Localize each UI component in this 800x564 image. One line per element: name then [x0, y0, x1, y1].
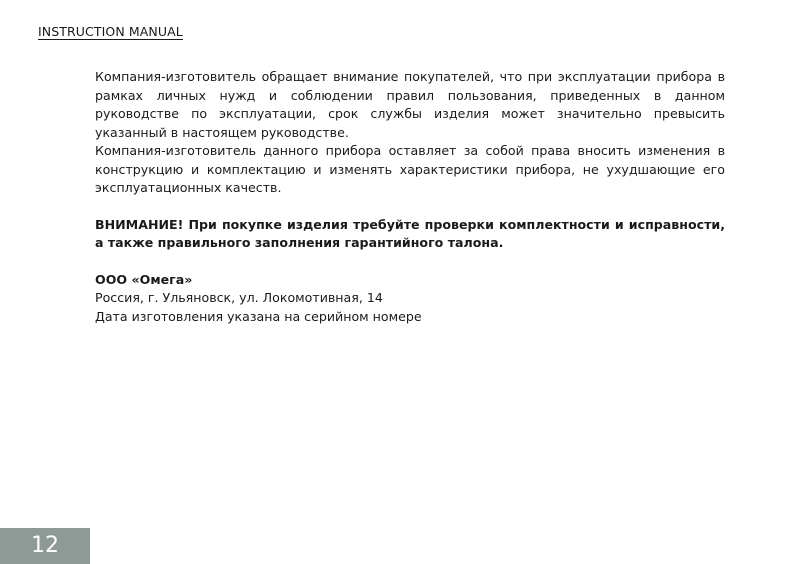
- manual-header-title: INSTRUCTION MANUAL: [38, 24, 183, 39]
- page-number-box: [0, 528, 90, 564]
- paragraph-design-changes: Компания-изготовитель данного прибора оставляет за собой права вносить изменения в конструкцию и комплектацию и изменять характеристики прибора, не ухудшающие его эксплуатационных качеств.: [95, 143, 725, 195]
- company-name: ООО «Омега»: [95, 271, 193, 287]
- manufacture-date-note: Дата изготовления указана на серийном номере: [95, 308, 422, 324]
- main-content: [95, 68, 725, 326]
- company-address: Россия, г. Ульяновск, ул. Локомотивная, 14: [95, 290, 383, 305]
- paragraph-service-life: Компания-изготовитель обращает внимание покупателей, что при эксплуатации прибора в рамках личных нужд и соблюдении правил пользования, приведенных в данном руководстве по эксплуатации, срок службы изделия может значительно превысить указанный в настоящем руководстве.: [95, 69, 725, 140]
- page-number: 12: [31, 533, 59, 558]
- warning-text: ВНИМАНИЕ! При покупке изделия требуйте проверки комплектности и исправности, а также правильного заполнения гарантийного талона.: [95, 216, 725, 250]
- company-info: [95, 271, 725, 327]
